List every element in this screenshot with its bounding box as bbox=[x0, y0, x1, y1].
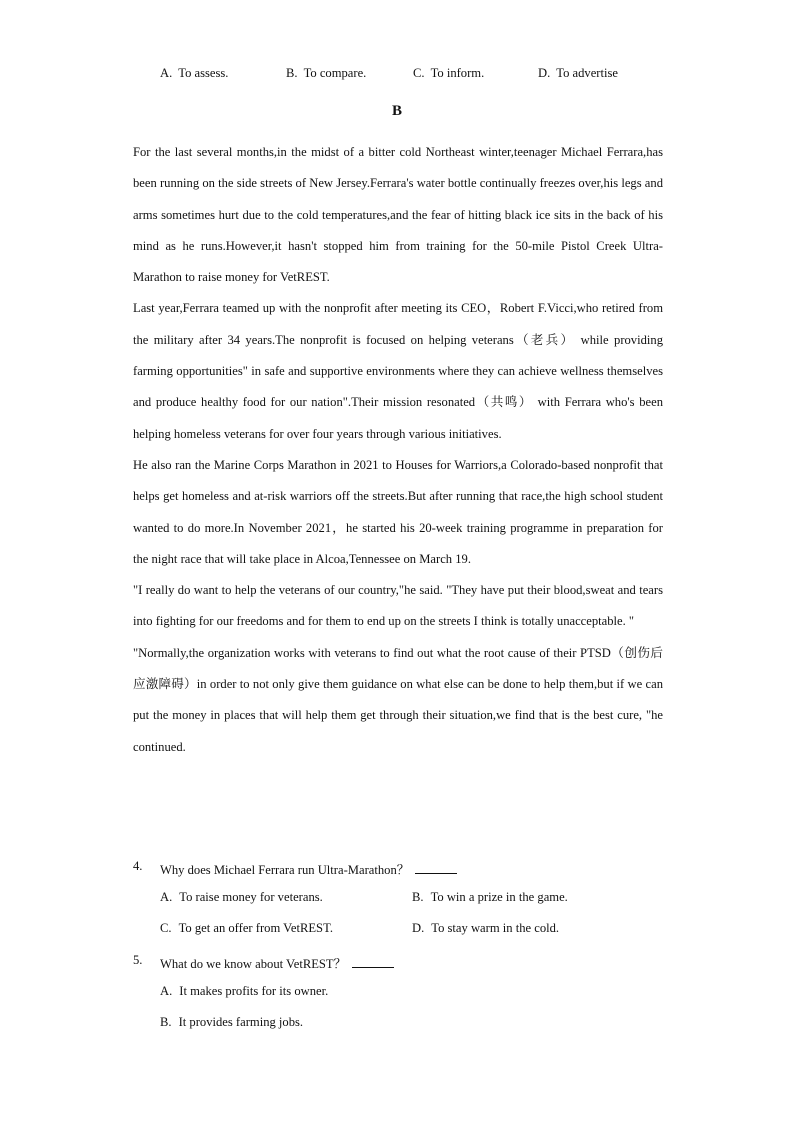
option-letter: B. bbox=[160, 1015, 172, 1029]
option-text: To assess. bbox=[178, 66, 229, 80]
passage-paragraph: Last year,Ferrara teamed up with the nonprofit after meeting its CEO，Robert F.Vicci,who retired from the military after 34 years.The nonprofit is focused on helping veterans（老兵） while providing farming opportunities" in safe and supportive environments where they can achieve wellness themselves and produce healthy food for our nation".Their mission resonated（共鸣） with Ferrara who's been helping homeless veterans for over four years through various initiatives. bbox=[133, 301, 663, 441]
option-text: To compare. bbox=[303, 66, 367, 80]
passage-paragraph: For the last several months,in the midst of a bitter cold Northeast winter,teenager Michael Ferrara,has been running on the side streets of New Jersey.Ferrara's water bottle continually freezes over,his legs and arms sometimes hurt due to the cold temperatures,and the fear of hitting black ice sits in the back of his mind as he runs.However,it hasn't stopped him from training for the 50-mile Pistol Creek Ultra-Marathon to raise money for VetREST. bbox=[133, 145, 663, 285]
q4-option-a bbox=[160, 890, 323, 905]
question-4 bbox=[133, 859, 663, 881]
option-a bbox=[160, 66, 228, 81]
question-number: 4. bbox=[133, 859, 143, 873]
option-letter: A. bbox=[160, 984, 173, 998]
option-text: To raise money for veterans. bbox=[179, 890, 323, 904]
option-letter: D. bbox=[538, 66, 551, 80]
answer-blank[interactable] bbox=[352, 955, 394, 968]
option-text: To inform. bbox=[430, 66, 485, 80]
question-stem-wrap bbox=[160, 953, 394, 972]
answer-blank[interactable] bbox=[415, 861, 457, 874]
option-c bbox=[413, 66, 484, 81]
question-number: 5. bbox=[133, 953, 143, 967]
question-5 bbox=[133, 953, 663, 975]
option-letter: C. bbox=[160, 921, 172, 935]
option-d bbox=[538, 66, 618, 81]
option-text: It makes profits for its owner. bbox=[179, 984, 329, 998]
option-letter: B. bbox=[286, 66, 298, 80]
q5-option-b bbox=[160, 1015, 303, 1030]
option-letter: B. bbox=[412, 890, 424, 904]
reading-passage bbox=[133, 137, 663, 763]
option-letter: D. bbox=[412, 921, 425, 935]
option-letter: A. bbox=[160, 66, 173, 80]
question-stem-wrap bbox=[160, 859, 457, 878]
option-letter: A. bbox=[160, 890, 173, 904]
question-stem: What do we know about VetREST？ bbox=[160, 957, 347, 971]
option-b bbox=[286, 66, 366, 81]
previous-question-options bbox=[160, 66, 680, 86]
option-letter: C. bbox=[413, 66, 425, 80]
option-text: To get an offer from VetREST. bbox=[178, 921, 333, 935]
q4-option-d bbox=[412, 921, 559, 936]
q4-option-b bbox=[412, 890, 568, 905]
option-text: It provides farming jobs. bbox=[178, 1015, 304, 1029]
question-stem: Why does Michael Ferrara run Ultra-Marathon？ bbox=[160, 863, 410, 877]
q5-option-a bbox=[160, 984, 328, 999]
option-text: To win a prize in the game. bbox=[430, 890, 568, 904]
passage-paragraph: He also ran the Marine Corps Marathon in 2021 to Houses for Warriors,a Colorado-based nonprofit that helps get homeless and at-risk warriors off the streets.But after running that race,the high school student wanted to do more.In November 2021，he started his 20-week training programme in preparation for the night race that will take place in Alcoa,Tennessee on March 19. bbox=[133, 457, 663, 566]
option-text: To advertise bbox=[556, 66, 618, 80]
passage-paragraph: "Normally,the organization works with veterans to find out what the root cause of their PTSD（创伤后应激障碍）in order to not only give them guidance on what else can be done to help them,but if we can put the money in places that will help them get through their situation,we find that is the best cure, "he continued. bbox=[133, 645, 663, 754]
q4-option-c bbox=[160, 921, 333, 936]
option-text: To stay warm in the cold. bbox=[431, 921, 560, 935]
passage-paragraph: "I really do want to help the veterans of our country,"he said. "They have put their blood,sweat and tears into fighting for our freedoms and for them to end up on the streets I think is totally unacceptable. " bbox=[133, 583, 663, 629]
section-title: B bbox=[391, 103, 402, 119]
